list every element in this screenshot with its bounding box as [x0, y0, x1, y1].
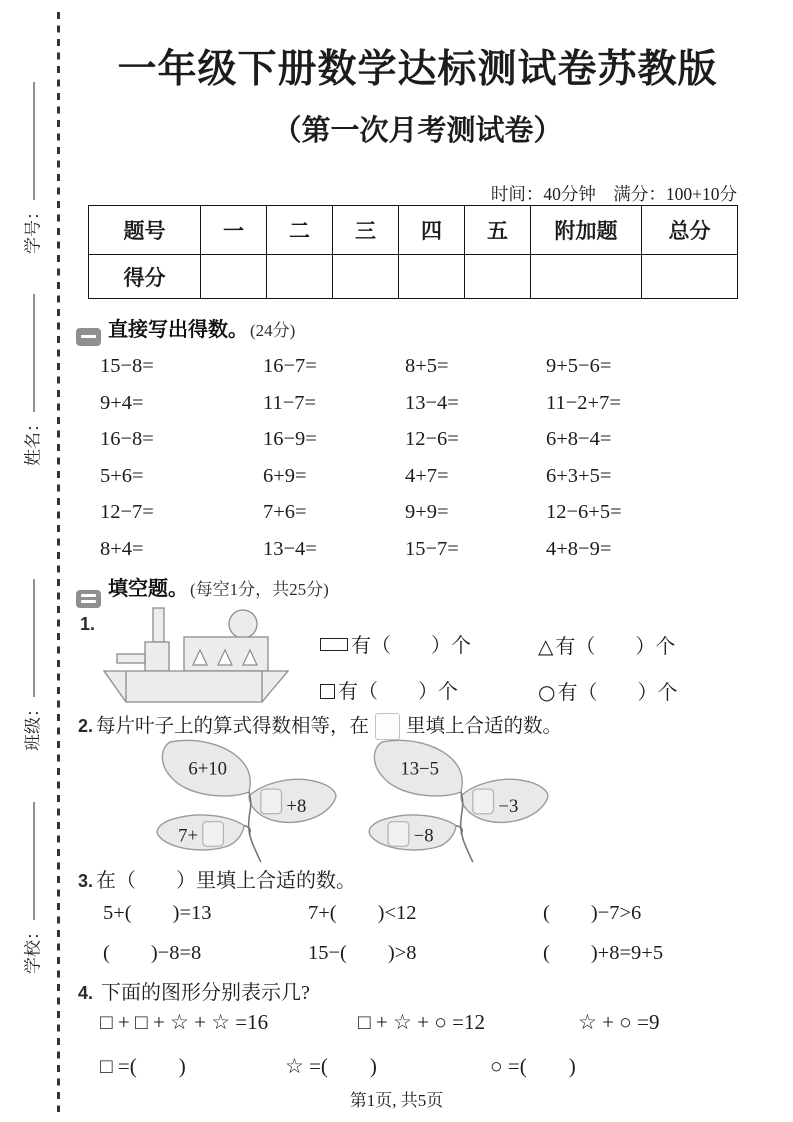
student-name-label: 姓名： [23, 415, 43, 466]
school-blank-line [34, 802, 35, 920]
question-2-number: 2. [78, 716, 94, 736]
fill-blank-equation: 5+( )=13 [103, 902, 212, 924]
left-leaf-plant-figure [149, 735, 349, 863]
calc-problem: 16−9= [263, 428, 317, 450]
calc-problem: 9+4= [100, 391, 144, 414]
question-4-row-1 [100, 1010, 730, 1035]
fill-blank-equation: ( )−7>6 [543, 902, 642, 924]
answer-box-icon [261, 789, 282, 814]
calc-problem: 16−8= [100, 428, 154, 450]
rectangle-icon [320, 638, 348, 651]
header-part-2: 二 [267, 206, 333, 255]
student-name-blank-line [34, 294, 35, 412]
calc-problem: 6+9= [263, 464, 307, 487]
question-4-number: 4. [78, 983, 94, 1003]
page-number: 第1页, 共5页 [349, 1091, 444, 1110]
question-4-row-2 [100, 1050, 730, 1080]
section-two-points: (每空1分，共25分) [190, 580, 329, 599]
leaf-expression: +8 [286, 795, 307, 817]
student-id-label: 学号： [23, 203, 43, 254]
score-cell [531, 255, 642, 299]
right-leaf-plant-figure [361, 735, 561, 863]
leaf-expression: 7+ [178, 825, 198, 847]
leaf-expression: 13−5 [400, 758, 439, 780]
class-blank-line [34, 579, 35, 697]
header-bonus: 附加题 [531, 206, 642, 255]
calc-problem: 12−7= [100, 501, 154, 523]
calc-problem: 7+6= [263, 501, 307, 523]
score-cell [399, 255, 465, 299]
header-part-1: 一 [201, 206, 267, 255]
score-table-score-row [89, 255, 738, 299]
page-subtitle: （第一次月考测试卷） [272, 115, 563, 147]
count-circle-item: ○ 有（ ）个 [538, 680, 678, 704]
section-one-badge-icon [76, 328, 101, 346]
circle-icon: ○ [538, 680, 556, 704]
calc-problem: 12−6= [405, 428, 459, 450]
question-2-prompt: 2. 每片叶子上的算式得数相等，在 里填上合适的数。 [78, 710, 562, 740]
fill-blank-equation: ( )+8=9+5 [543, 942, 664, 964]
calc-problem: 4+8−9= [546, 537, 612, 560]
header-total: 总分 [642, 206, 738, 255]
score-cell [333, 255, 399, 299]
calc-problem: 8+5= [405, 355, 449, 377]
calc-problem: 4+7= [405, 464, 449, 487]
calculation-grid [100, 354, 720, 561]
triangle-icon: △ [538, 634, 554, 658]
score-cell [201, 255, 267, 299]
section-one-points: (24分) [250, 321, 296, 340]
header-part-5: 五 [465, 206, 531, 255]
calc-problem: 13−4= [263, 537, 317, 560]
fill-blank-equation: ( )−8=8 [103, 942, 202, 964]
class-label: 班级： [23, 700, 43, 751]
symbol-equation: □ + ☆ + ○ =12 [358, 1010, 485, 1034]
question-1-number: 1. [80, 614, 96, 634]
boat-mast-rect [153, 608, 164, 642]
calc-problem: 8+4= [100, 537, 144, 560]
boat-shapes-figure [96, 598, 311, 710]
school-label: 学校： [23, 923, 43, 974]
boat-hull [104, 671, 288, 702]
student-id-blank-line [34, 82, 35, 200]
header-question-number: 题号 [89, 206, 201, 255]
question-4-prompt: 4. 下面的图形分别表示几? [78, 982, 310, 1004]
count-triangle-item: △ 有（ ）个 [538, 634, 676, 658]
header-part-3: 三 [333, 206, 399, 255]
symbol-equation: □ + □ + ☆ + ☆ =16 [100, 1010, 269, 1034]
score-label-cell: 得分 [89, 255, 201, 299]
student-id-field [19, 82, 44, 254]
calc-problem: 13−4= [405, 391, 459, 414]
leaf-expression: −3 [498, 795, 519, 817]
boat-arm-rect [117, 654, 145, 663]
student-name-field [19, 294, 44, 466]
calc-problem: 5+6= [100, 464, 144, 487]
answer-box-icon [388, 822, 409, 847]
calc-problem: 15−7= [405, 537, 459, 560]
fill-blank-equation: 15−( )>8 [308, 942, 417, 964]
calc-problem: 9+5−6= [546, 355, 612, 377]
count-rectangle-item: 有（ ）个 [320, 632, 538, 661]
score-table-header-row [89, 206, 738, 255]
question-3-row-2 [103, 935, 728, 965]
leaf-expression: 6+10 [188, 758, 227, 780]
calc-problem: 15−8= [100, 355, 154, 377]
time-score-meta: 时间：40分钟 满分：100+10分 [490, 184, 737, 204]
question-3-prompt: 3. 在（ ）里填上合适的数。 [78, 870, 357, 892]
score-table [88, 205, 738, 299]
class-field [19, 579, 44, 751]
answer-box-icon [473, 789, 494, 814]
leaf-expression: −8 [413, 825, 434, 847]
leaf-bottom [157, 815, 244, 850]
symbol-answer-blank: ☆ =( ) [285, 1054, 377, 1078]
school-field [19, 802, 44, 974]
score-cell [267, 255, 333, 299]
calc-problem: 9+9= [405, 501, 449, 523]
question-3-number: 3. [78, 871, 94, 891]
symbol-answer-blank: ○ =( ) [490, 1054, 576, 1078]
question-1-blanks [320, 632, 738, 707]
symbol-equation: ☆ + ○ =9 [578, 1010, 660, 1034]
calc-problem: 16−7= [263, 355, 317, 377]
section-one-header [76, 313, 295, 346]
section-two-title: 填空题。 [108, 578, 188, 600]
page-title: 一年级下册数学达标测试卷苏教版 [117, 48, 718, 91]
score-cell [465, 255, 531, 299]
calc-problem: 11−7= [263, 391, 317, 414]
symbol-answer-blank: □ =( ) [100, 1054, 186, 1078]
calc-problem: 12−6+5= [546, 501, 622, 523]
boat-mast-base-rect [145, 642, 169, 671]
fill-blank-equation: 7+( )<12 [308, 902, 417, 924]
section-one-title: 直接写出得数。 [108, 319, 248, 341]
question-3-row-1 [103, 895, 728, 925]
boat-circle-shape [229, 610, 257, 638]
calc-problem: 11−2+7= [546, 391, 621, 414]
seal-dashed-line [57, 12, 60, 1112]
header-part-4: 四 [399, 206, 465, 255]
square-icon [320, 684, 335, 699]
leaf-bottom [369, 815, 456, 850]
calc-problem: 6+3+5= [546, 464, 612, 487]
calc-problem: 6+8−4= [546, 428, 612, 450]
count-square-item: 有（ ）个 [320, 678, 538, 707]
score-cell [642, 255, 738, 299]
answer-box-icon [203, 822, 224, 847]
